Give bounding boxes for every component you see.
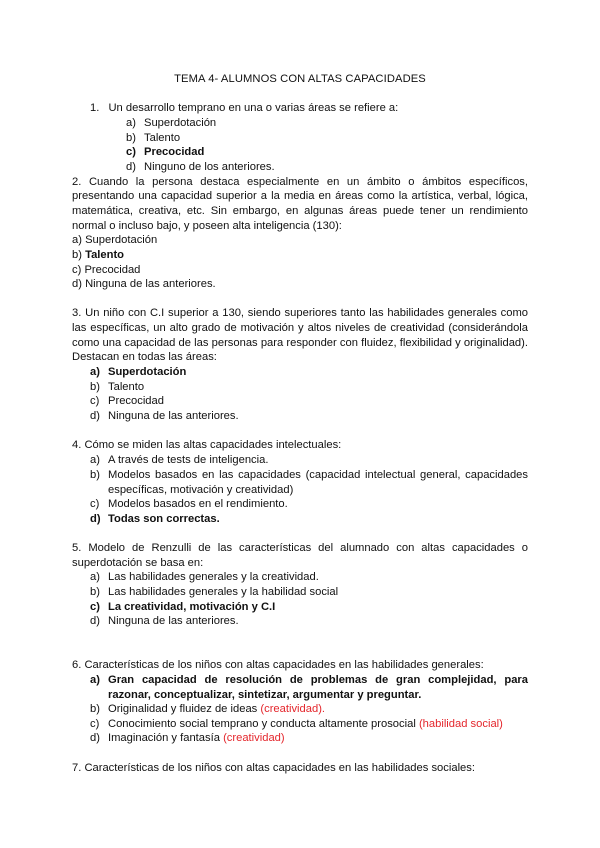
question-6-text: 6. Características de los niños con altas capacidades en las habilidades generales:	[72, 659, 484, 671]
question-5-line-1: 5. Modelo de Renzulli de las características del alumnado con altas capacidades o	[72, 542, 528, 554]
q5-option-a: a) Las habilidades generales y la creatividad.	[90, 571, 319, 583]
question-3-line-1: 3. Un niño con C.I superior a 130, siendo superiores tanto las habilidades generales como	[72, 307, 528, 319]
question-7-text: 7. Características de los niños con altas capacidades en las habilidades sociales:	[72, 762, 475, 774]
q6-option-b-annotation: (creatividad).	[260, 703, 326, 715]
page-title: TEMA 4- ALUMNOS CON ALTAS CAPACIDADES	[174, 73, 426, 85]
question-3-line-4: Destacan en todas las áreas:	[72, 351, 217, 363]
question-2-line-2: presentando una capacidad superior a la media en áreas como la artística, verbal, lógica,	[72, 190, 528, 202]
q2-option-b-correct: b) Talento	[72, 249, 125, 261]
question-1-text: Un desarrollo temprano en una o varias áreas se refiere a:	[108, 102, 399, 114]
q6-option-d-annotation: (creatividad)	[223, 732, 285, 744]
q3-option-a-correct: a) Superdotación	[90, 366, 187, 378]
q1-option-b: b) Talento	[126, 132, 181, 144]
q3-option-b: b) Talento	[90, 381, 145, 393]
q2-option-d: d) Ninguna de las anteriores.	[72, 278, 216, 290]
q5-option-c-correct: c) La creatividad, motivación y C.I	[90, 601, 276, 613]
q6-option-b: b) Originalidad y fluidez de ideas (creatividad).	[90, 703, 326, 715]
question-2-line-4: normal o incluso bajo, y poseen alta inteligencia (130):	[72, 220, 342, 232]
q4-option-c: c) Modelos basados en el rendimiento.	[90, 498, 288, 510]
q6-option-c: c) Conocimiento social temprano y conducta altamente prosocial (habilidad social)	[90, 718, 503, 730]
q6-option-c-annotation: (habilidad social)	[418, 718, 503, 730]
question-4-text: 4. Cómo se miden las altas capacidades intelectuales:	[72, 439, 342, 451]
q6-option-a-correct: a) Gran capacidad de resolución de problemas de gran complejidad, para razonar, conceptualizar, sintetizar, argumentar y preguntar.	[90, 674, 528, 701]
q3-option-d: d) Ninguna de las anteriores.	[90, 410, 239, 422]
q4-option-d-correct: d) Todas son correctas.	[90, 513, 220, 525]
question-2-line-3: matemática, creativa, etc. Sin embargo, en algunas áreas puede tener un rendimiento	[72, 205, 528, 217]
q2-option-a: a) Superdotación	[72, 234, 158, 246]
q1-option-c-correct: c) Precocidad	[126, 146, 205, 158]
question-5-line-2: superdotación se basa en:	[72, 557, 204, 569]
question-3-line-2: las específicas, un alto grado de motivación y altos niveles de creatividad (considerándola	[72, 322, 528, 334]
q1-option-d: d) Ninguno de los anteriores.	[126, 161, 275, 173]
question-3-line-3: como una capacidad de las personas para responder con fluidez, flexibilidad y originalidad).	[72, 337, 528, 349]
q4-option-b: b) Modelos basados en las capacidades (capacidad intelectual general, capacidades específicas, motivación y creatividad)	[90, 469, 528, 496]
question-1	[90, 101, 398, 116]
q1-option-a: a) Superdotación	[126, 117, 217, 129]
q5-option-d: d) Ninguna de las anteriores.	[90, 615, 239, 627]
q6-option-d: d) Imaginación y fantasía (creatividad)	[90, 732, 285, 744]
question-2-line-1: 2. Cuando la persona destaca especialmente en un ámbito o ámbitos específicos,	[72, 176, 528, 188]
q2-option-c: c) Precocidad	[72, 264, 141, 276]
question-1-number: 1.	[90, 102, 100, 114]
q3-option-c: c) Precocidad	[90, 395, 164, 407]
q5-option-b: b) Las habilidades generales y la habilidad social	[90, 586, 339, 598]
q4-option-a: a) A través de tests de inteligencia.	[90, 454, 269, 466]
